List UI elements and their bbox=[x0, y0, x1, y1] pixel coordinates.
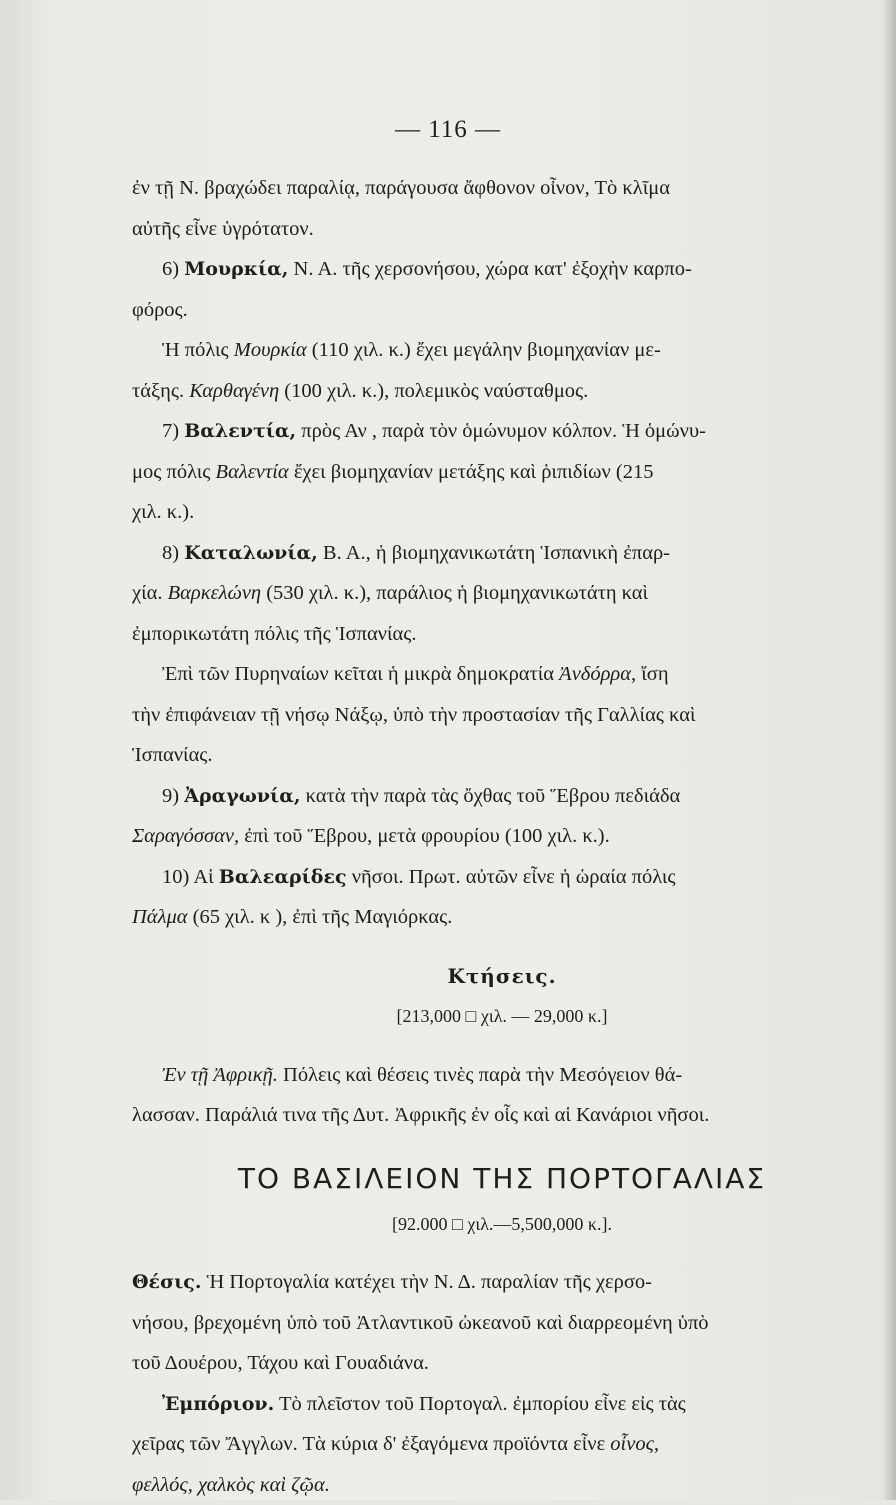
text-line bbox=[132, 168, 872, 209]
text-line bbox=[132, 654, 872, 695]
section-heading bbox=[132, 956, 872, 997]
line-text: Πόλεις καὶ θέσεις τινὲς παρὰ τὴν Μεσόγειον θά- bbox=[278, 1064, 682, 1086]
text-line bbox=[132, 614, 872, 655]
city-name: Πάλμα bbox=[132, 906, 188, 928]
region-name: Μουρκία, bbox=[184, 258, 288, 280]
line-text: (65 χιλ. κ ), ἐπὶ τῆς Μαγιόρκας. bbox=[188, 906, 453, 928]
line-text: χία. bbox=[132, 582, 168, 604]
spacer bbox=[132, 938, 872, 956]
entry-number: 10) Αἱ bbox=[162, 866, 214, 888]
line-text: ἔχει βιομηχανίαν μετάξης καὶ ῥιπιδίων (215 bbox=[289, 461, 654, 483]
line-text: Ἡ Πορτογαλία κατέχει τὴν Ν. Δ. παραλίαν τῆς χερσο- bbox=[202, 1271, 652, 1293]
line-text: ἐμπορικωτάτη πόλις τῆς Ἱσπανίας. bbox=[132, 623, 416, 645]
region-name: Ἀραγωνία, bbox=[184, 785, 300, 807]
entry-number: 9) bbox=[162, 785, 179, 807]
line-text: ἐν τῇ Ν. βραχώδει παραλίᾳ, παράγουσα ἄφθονον οἶνον, Τὸ κλῖμα bbox=[132, 177, 670, 199]
page-edge-shadow bbox=[882, 0, 896, 1500]
entry-murcia bbox=[132, 249, 872, 290]
page-number: — 116 — bbox=[0, 116, 896, 144]
topic-name: Ἐμπόριον. bbox=[162, 1393, 274, 1415]
line-text: , ἴση bbox=[631, 663, 669, 685]
text-line bbox=[132, 816, 872, 857]
text-line bbox=[132, 695, 872, 736]
line-text: Ἐπὶ τῶν Πυρηναίων κεῖται ἡ μικρὰ δημοκρατία bbox=[162, 663, 559, 685]
city-name: Μουρκία bbox=[234, 339, 307, 361]
line-text: φόρος. bbox=[132, 299, 188, 321]
entry-balearic bbox=[132, 857, 872, 898]
stats-text: [92.000 □ χιλ.—5,500,000 κ.]. bbox=[392, 1214, 612, 1234]
city-name: Ἀνδόρρα bbox=[559, 663, 631, 685]
region-name: Βαλεντία, bbox=[184, 420, 296, 442]
city-name: Σαραγόσσαν, bbox=[132, 825, 239, 847]
line-text: Ἱσπανίας. bbox=[132, 744, 213, 766]
text-line bbox=[132, 897, 872, 938]
line-text: (530 χιλ. κ.), παράλιος ἡ βιομηχανικωτάτη καὶ bbox=[261, 582, 648, 604]
line-text: Τὸ πλεῖστον τοῦ Πορτογαλ. ἐμπορίου εἶνε εἰς τὰς bbox=[274, 1393, 686, 1415]
region-name: Βαλεαρίδες bbox=[219, 866, 347, 888]
line-text: χιλ. κ.). bbox=[132, 501, 194, 523]
text-line bbox=[132, 1424, 872, 1465]
entry-commerce bbox=[132, 1384, 872, 1425]
spacer bbox=[132, 1037, 872, 1055]
line-text: κατὰ τὴν παρὰ τὰς ὄχθας τοῦ Ἕβρου πεδιάδα bbox=[300, 785, 680, 807]
entry-number: 8) bbox=[162, 542, 179, 564]
heading-text: Κτήσεις. bbox=[447, 964, 556, 988]
entry-aragon bbox=[132, 776, 872, 817]
section-stats bbox=[132, 996, 872, 1037]
entry-catalonia bbox=[132, 533, 872, 574]
text-line bbox=[132, 573, 872, 614]
entry-valencia bbox=[132, 411, 872, 452]
line-text: Ἡ πόλις bbox=[162, 339, 234, 361]
text-line bbox=[132, 330, 872, 371]
chapter-stats bbox=[132, 1204, 872, 1245]
product-list: φελλός, χαλκὸς καὶ ζῷα. bbox=[132, 1474, 330, 1496]
entry-number: 7) bbox=[162, 420, 179, 442]
place-name: Ἐν τῇ Ἀφρικῇ. bbox=[162, 1064, 278, 1086]
line-text: τὴν ἐπιφάνειαν τῇ νήσῳ Νάξῳ, ὑπὸ τὴν προστασίαν τῆς Γαλλίας καὶ bbox=[132, 704, 695, 726]
text-line bbox=[132, 492, 872, 533]
line-text: Β. Α., ἡ βιομηχανικωτάτη Ἱσπανικὴ ἐπαρ- bbox=[318, 542, 670, 564]
line-text: τοῦ Δουέρου, Τάχου καὶ Γουαδιάνα. bbox=[132, 1352, 429, 1374]
spacer bbox=[132, 1136, 872, 1154]
text-line bbox=[132, 1343, 872, 1384]
city-name: Καρθαγένη bbox=[189, 380, 279, 402]
line-text: λασσαν. Παράλιά τινα τῆς Δυτ. Ἀφρικῆς ἐν οἷς καὶ αἱ Κανάριοι νῆσοι. bbox=[132, 1104, 709, 1126]
text-line bbox=[132, 735, 872, 776]
line-text: πρὸς Αν , παρὰ τὸν ὁμώνυμον κόλπον. Ἡ ὁμώνυ- bbox=[296, 420, 706, 442]
region-name: Καταλωνία, bbox=[184, 542, 318, 564]
topic-name: Θέσις. bbox=[132, 1271, 202, 1293]
line-text: νήσου, βρεχομένη ὑπὸ τοῦ Ἀτλαντικοῦ ὠκεανοῦ καὶ διαρρεομένη ὑπὸ bbox=[132, 1312, 709, 1334]
line-text: Ν. Α. τῆς χερσονήσου, χώρα κατ' ἐξοχὴν καρπο- bbox=[288, 258, 691, 280]
text-line bbox=[132, 1465, 872, 1505]
line-text: ἐπὶ τοῦ Ἕβρου, μετὰ φρουρίου (100 χιλ. κ.). bbox=[239, 825, 610, 847]
spacer bbox=[132, 1244, 872, 1262]
line-text: νῆσοι. Πρωτ. αὐτῶν εἶνε ἡ ὡραία πόλις bbox=[347, 866, 676, 888]
text-line bbox=[132, 452, 872, 493]
city-name: Βαρκελώνη bbox=[168, 582, 262, 604]
line-text: χεῖρας τῶν Ἄγγλων. Τὰ κύρια δ' ἐξαγόμενα προϊόντα εἶνε bbox=[132, 1433, 610, 1455]
stats-text: [213,000 □ χιλ. — 29,000 κ.] bbox=[397, 1006, 608, 1026]
text-line bbox=[132, 1095, 872, 1136]
chapter-title: ΤΟ ΒΑΣΙΛΕΙΟΝ ΤΗΣ ΠΟΡΤΟΓΑΛΙΑΣ bbox=[132, 1154, 872, 1204]
page-body bbox=[132, 168, 872, 1505]
product-name: οἶνος, bbox=[610, 1433, 659, 1455]
entry-number: 6) bbox=[162, 258, 179, 280]
text-line bbox=[132, 371, 872, 412]
text-line bbox=[132, 1055, 872, 1096]
line-text: (110 χιλ. κ.) ἔχει μεγάλην βιομηχανίαν με- bbox=[307, 339, 661, 361]
line-text: μος πόλις bbox=[132, 461, 216, 483]
line-text: αὐτῆς εἶνε ὑγρότατον. bbox=[132, 218, 314, 240]
city-name: Βαλεντία bbox=[216, 461, 289, 483]
text-line bbox=[132, 1303, 872, 1344]
text-line bbox=[132, 290, 872, 331]
entry-position bbox=[132, 1262, 872, 1303]
line-text: (100 χιλ. κ.), πολεμικὸς ναύσταθμος. bbox=[279, 380, 588, 402]
text-line bbox=[132, 209, 872, 250]
line-text: τάξης. bbox=[132, 380, 189, 402]
